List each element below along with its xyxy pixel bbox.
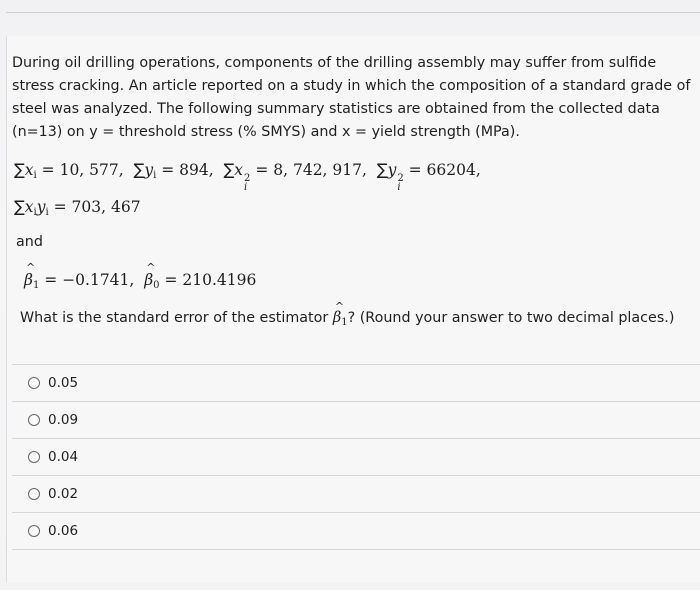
sum-y2-value: 66204,	[426, 161, 481, 179]
option-label: 0.02	[48, 486, 79, 502]
option-row[interactable]	[12, 475, 700, 512]
beta1-value: −0.1741,	[62, 271, 135, 289]
beta1-symbol: ^ $\beta_1$	[333, 310, 348, 326]
summary-statistics-line-1: $\sum x_i = 10$, 577, $\sum y_i = 894$, ∑x 2 i = 8, 742, 917, ∑y 2 i = 66204,	[14, 160, 481, 193]
sum-x-value: 10, 577,	[59, 161, 124, 179]
radio-button[interactable]	[28, 414, 40, 426]
option-label: 0.09	[48, 412, 79, 428]
radio-button[interactable]	[28, 377, 40, 389]
summary-statistics-line-2: $\sum x_iy_i = 703$, 467	[14, 197, 141, 218]
option-label: 0.06	[48, 523, 79, 539]
option-label: 0.05	[48, 375, 79, 391]
radio-button[interactable]	[28, 525, 40, 537]
prompt-text-after: ? (Round your answer to two decimal places.)	[347, 310, 675, 326]
option-row[interactable]	[12, 438, 700, 475]
prompt-line	[20, 310, 674, 328]
top-divider	[6, 12, 700, 13]
option-row[interactable]	[12, 512, 700, 550]
option-row[interactable]	[12, 401, 700, 438]
option-row[interactable]	[12, 364, 700, 401]
sum-xy-value: 703, 467	[71, 198, 141, 216]
radio-button[interactable]	[28, 451, 40, 463]
radio-button[interactable]	[28, 488, 40, 500]
option-label: 0.04	[48, 449, 79, 465]
answer-options	[12, 364, 700, 550]
question-text: During oil drilling operations, components of the drilling assembly may suffer from sulfide stress cracking. An article reported on a study in which the composition of a standard grade of steel was analyzed. The following summary statistics are obtained from the collected data (n=13) on y = threshold stress (% SMYS) and x = yield strength (MPa).	[12, 55, 691, 140]
estimates-line: ^ $\beta_1 = -0.1741$, ^ $\beta_0 = 210.4196$	[24, 271, 256, 291]
prompt-text-before: What is the standard error of the estimator	[20, 310, 329, 326]
beta0-value: 210.4196	[182, 271, 257, 289]
sum-x2-value: 8, 742, 917,	[273, 161, 367, 179]
sum-y-value: 894,	[179, 161, 214, 179]
and-label: and	[16, 234, 43, 250]
